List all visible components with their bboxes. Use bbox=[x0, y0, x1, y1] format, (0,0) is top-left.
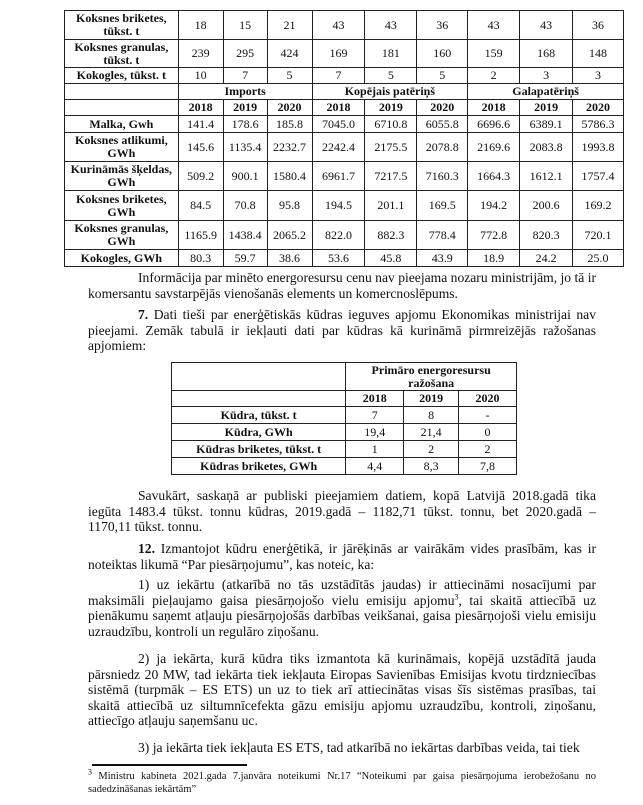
table-cell: 70.8 bbox=[223, 191, 267, 221]
table-cell: 148 bbox=[573, 40, 624, 68]
year-header: 2020 bbox=[459, 391, 517, 407]
paragraph-12 bbox=[88, 541, 596, 572]
year-header: 2020 bbox=[417, 100, 468, 116]
header-row bbox=[172, 363, 517, 391]
table-row bbox=[172, 424, 517, 441]
table-row bbox=[65, 68, 624, 84]
table-row bbox=[65, 116, 624, 133]
table-cell: 1757.4 bbox=[573, 162, 624, 191]
table-cell: 80.3 bbox=[178, 250, 223, 267]
table-cell: 1580.4 bbox=[267, 162, 312, 191]
table-cell: 4,4 bbox=[346, 458, 404, 475]
footnote-ref[interactable]: 3 bbox=[454, 592, 459, 602]
table-cell: 10 bbox=[178, 68, 223, 84]
table-cell: 6961.7 bbox=[312, 162, 365, 191]
row-label: Koksnes granulas, GWh bbox=[65, 221, 179, 250]
row-label: Kurināmās šķeldas, GWh bbox=[65, 162, 179, 191]
year-header: 2020 bbox=[267, 100, 312, 116]
table-cell: 6389.1 bbox=[520, 116, 573, 133]
footnote bbox=[88, 767, 596, 796]
paragraph-7 bbox=[88, 307, 596, 354]
table-cell: 772.8 bbox=[468, 221, 520, 250]
table-cell: 7 bbox=[346, 407, 404, 424]
table-cell: 21 bbox=[267, 11, 312, 40]
paragraph-text: 2) ja iekārta, kurā kūdra tiks izmantota kā kurināmais, kopējā uzstādītā jauda pārsniedz 20 MW, tad iekārta tiek iekļauta Eiropas Savienības Emisijas kvotu tirdzniecības sistēmā (turpmāk – ES ETS) un uz to tiek arī attiecinātas visas šīs sistēmas prasības, tai skaitā attiecībā uz siltumnīcefekta gāzu emisiju apjomu uzraudzību, kontroli, ziņošanu, attiecīgo atļauju saņemšanu uc. bbox=[88, 651, 596, 729]
paragraph-text: 3) ja iekārta tiek iekļauta ES ETS, tad atkarībā no iekārtas darbības veida, tai tiek bbox=[138, 740, 580, 755]
table-cell: 169.5 bbox=[417, 191, 468, 221]
footnote-text: Ministru kabineta 2021.gada 7.janvāra noteikumi Nr.17 “Noteikumi par gaisa piesārņojuma ierobežošanu no sadedzināšanas iekārtām” bbox=[88, 771, 596, 795]
row-label: Kokogles, tūkst. t bbox=[65, 68, 179, 84]
table-cell: 7 bbox=[312, 68, 365, 84]
year-header: 2018 bbox=[178, 100, 223, 116]
table-cell: 1993.8 bbox=[573, 133, 624, 162]
table-cell: 200.6 bbox=[520, 191, 573, 221]
table-cell: 720.1 bbox=[573, 221, 624, 250]
table-cell: 43 bbox=[468, 11, 520, 40]
table-cell: 239 bbox=[178, 40, 223, 68]
year-header: 2019 bbox=[404, 391, 459, 407]
table-cell: 2078.8 bbox=[417, 133, 468, 162]
empty-header-cell bbox=[65, 100, 179, 116]
paragraph-number: 12. bbox=[138, 541, 155, 556]
empty-header-cell bbox=[172, 391, 346, 407]
table-row bbox=[65, 40, 624, 68]
table-cell: 169.2 bbox=[573, 191, 624, 221]
table-cell: 84.5 bbox=[178, 191, 223, 221]
table-cell: 178.6 bbox=[223, 116, 267, 133]
table-cell: 5 bbox=[365, 68, 417, 84]
year-header: 2018 bbox=[468, 100, 520, 116]
table-cell: 18.9 bbox=[468, 250, 520, 267]
wood-energy-table bbox=[64, 10, 624, 267]
paragraph-text: Izmantojot kūdru enerģētikā, ir jārēķinās ar vairākām vides prasībām, kas ir noteiktas likumā “Par piesārņojumu”, kas noteic, ka: bbox=[88, 541, 596, 572]
table-cell: 7045.0 bbox=[312, 116, 365, 133]
table-cell: 1612.1 bbox=[520, 162, 573, 191]
table-cell: 7217.5 bbox=[365, 162, 417, 191]
paragraph-text: Dati tieši par enerģētiskās kūdras ieguves apjomu Ekonomikas ministrijai nav pieejami. Zemāk tabulā ir iekļauti dati par kūdras kā kurināmā pirmreizējās ražošanas apjomiem: bbox=[88, 307, 596, 354]
table-cell: 900.1 bbox=[223, 162, 267, 191]
table-cell: 36 bbox=[573, 11, 624, 40]
paragraph-price-info bbox=[88, 270, 596, 301]
table-cell: 201.1 bbox=[365, 191, 417, 221]
table-cell: 25.0 bbox=[573, 250, 624, 267]
table-cell: 59.7 bbox=[223, 250, 267, 267]
table-row bbox=[172, 441, 517, 458]
table-row bbox=[65, 250, 624, 267]
table-row bbox=[65, 133, 624, 162]
table-cell: 6710.8 bbox=[365, 116, 417, 133]
row-label: Kūdra, tūkst. t bbox=[172, 407, 346, 424]
table-cell: 185.8 bbox=[267, 116, 312, 133]
table-row bbox=[172, 458, 517, 475]
table-cell: 95.8 bbox=[267, 191, 312, 221]
table-cell: 295 bbox=[223, 40, 267, 68]
table-cell: 2242.4 bbox=[312, 133, 365, 162]
table-cell: 882.3 bbox=[365, 221, 417, 250]
table-cell: 7,8 bbox=[459, 458, 517, 475]
table-cell: 822.0 bbox=[312, 221, 365, 250]
table-cell: 43 bbox=[312, 11, 365, 40]
table-cell: 21,4 bbox=[404, 424, 459, 441]
empty-header-cell bbox=[65, 84, 179, 100]
year-header: 2019 bbox=[520, 100, 573, 116]
table-cell: 45.8 bbox=[365, 250, 417, 267]
empty-header-cell bbox=[172, 363, 346, 391]
row-label: Koksnes granulas, tūkst. t bbox=[65, 40, 179, 68]
row-label: Kokogles, GWh bbox=[65, 250, 179, 267]
list-item-1 bbox=[88, 577, 596, 639]
table-cell: 5 bbox=[267, 68, 312, 84]
row-label: Kūdras briketes, GWh bbox=[172, 458, 346, 475]
footnote-mark: 3 bbox=[88, 767, 92, 777]
paragraph-text: , tai skaitā attiecībā uz pienākumu saņemt atļauju piesārņojošās darbības veikšanai, gaisa piesārņojoši vielu emisiju uzraudzību, kontroli un regulāro ziņošanu. bbox=[88, 592, 597, 639]
table-cell: 160 bbox=[417, 40, 468, 68]
table-cell: 2169.6 bbox=[468, 133, 520, 162]
table-cell: 5786.3 bbox=[573, 116, 624, 133]
table-cell: 2175.5 bbox=[365, 133, 417, 162]
row-label: Koksnes briketes, tūkst. t bbox=[65, 11, 179, 40]
table-cell: 2065.2 bbox=[267, 221, 312, 250]
table-cell: 6696.6 bbox=[468, 116, 520, 133]
table-row bbox=[65, 11, 624, 40]
table-cell: 2 bbox=[404, 441, 459, 458]
paragraph-number: 7. bbox=[138, 307, 149, 322]
group-total-consumption: Kopējais patēriņš bbox=[312, 84, 468, 100]
table-cell: 43.9 bbox=[417, 250, 468, 267]
table-cell: - bbox=[459, 407, 517, 424]
table-cell: 509.2 bbox=[178, 162, 223, 191]
year-header: 2019 bbox=[365, 100, 417, 116]
table-cell: 36 bbox=[417, 11, 468, 40]
table-cell: 820.3 bbox=[520, 221, 573, 250]
peat-production-table bbox=[171, 362, 517, 475]
table-cell: 194.5 bbox=[312, 191, 365, 221]
table-cell: 15 bbox=[223, 11, 267, 40]
table-cell: 0 bbox=[459, 424, 517, 441]
row-label: Malka, Gwh bbox=[65, 116, 179, 133]
year-header-row bbox=[65, 100, 624, 116]
table-cell: 5 bbox=[417, 68, 468, 84]
year-header-row bbox=[172, 391, 517, 407]
paragraph-text: Informācija par minēto energoresursu cenu nav pieejama nozaru ministrijām, jo tā ir komersantu savstarpējās vienošanās elements un komercnoslēpums. bbox=[88, 270, 596, 301]
row-label: Koksnes atlikumi, GWh bbox=[65, 133, 179, 162]
table-cell: 1664.3 bbox=[468, 162, 520, 191]
table-cell: 7160.3 bbox=[417, 162, 468, 191]
table-cell: 19,4 bbox=[346, 424, 404, 441]
table-cell: 181 bbox=[365, 40, 417, 68]
paragraph-savukart bbox=[88, 488, 596, 535]
primary-production-header: Primāro energoresursu ražošana bbox=[346, 363, 517, 391]
table-cell: 24.2 bbox=[520, 250, 573, 267]
table-cell: 8 bbox=[404, 407, 459, 424]
paragraph-text: Savukārt, saskaņā ar publiski pieejamiem datiem, kopā Latvijā 2018.gadā tika iegūta 1483.4 tūkst. tonnu kūdras, 2019.gadā – 1182,71 tūkst. tonnu, bet 2020.gadā – 1170,11 tūkst. tonnu. bbox=[88, 488, 596, 535]
group-header-row bbox=[65, 84, 624, 100]
table-cell: 168 bbox=[520, 40, 573, 68]
table-row bbox=[65, 162, 624, 191]
year-header: 2019 bbox=[223, 100, 267, 116]
table-row bbox=[65, 191, 624, 221]
year-header: 2020 bbox=[573, 100, 624, 116]
year-header: 2018 bbox=[346, 391, 404, 407]
table-cell: 1 bbox=[346, 441, 404, 458]
table-cell: 3 bbox=[520, 68, 573, 84]
table-cell: 194.2 bbox=[468, 191, 520, 221]
footnote-divider bbox=[92, 764, 247, 766]
table-cell: 424 bbox=[267, 40, 312, 68]
table-cell: 43 bbox=[520, 11, 573, 40]
list-item-3 bbox=[88, 740, 596, 756]
table-cell: 2 bbox=[468, 68, 520, 84]
table-cell: 43 bbox=[365, 11, 417, 40]
table-cell: 53.6 bbox=[312, 250, 365, 267]
table-cell: 1135.4 bbox=[223, 133, 267, 162]
row-label: Koksnes briketes, GWh bbox=[65, 191, 179, 221]
table-cell: 1165.9 bbox=[178, 221, 223, 250]
list-item-2 bbox=[88, 651, 596, 729]
table-cell: 2 bbox=[459, 441, 517, 458]
year-header: 2018 bbox=[312, 100, 365, 116]
table-cell: 169 bbox=[312, 40, 365, 68]
table-cell: 141.4 bbox=[178, 116, 223, 133]
group-imports: Imports bbox=[178, 84, 312, 100]
table-row bbox=[172, 407, 517, 424]
table-cell: 3 bbox=[573, 68, 624, 84]
table-cell: 145.6 bbox=[178, 133, 223, 162]
table-cell: 38.6 bbox=[267, 250, 312, 267]
table-cell: 778.4 bbox=[417, 221, 468, 250]
table-cell: 2232.7 bbox=[267, 133, 312, 162]
table-cell: 2083.8 bbox=[520, 133, 573, 162]
row-label: Kūdra, GWh bbox=[172, 424, 346, 441]
table-cell: 1438.4 bbox=[223, 221, 267, 250]
group-final-consumption: Galapatēriņš bbox=[468, 84, 624, 100]
table-cell: 6055.8 bbox=[417, 116, 468, 133]
table-cell: 8,3 bbox=[404, 458, 459, 475]
table-cell: 159 bbox=[468, 40, 520, 68]
table-cell: 18 bbox=[178, 11, 223, 40]
table-cell: 7 bbox=[223, 68, 267, 84]
row-label: Kūdras briketes, tūkst. t bbox=[172, 441, 346, 458]
paragraph-text: 1) uz iekārtu (atkarībā no tās uzstādītās jaudas) ir attiecināmi nosacījumi par maksimāli pieļaujamo gaisa piesārņojošo vielu emisiju apjomu bbox=[88, 577, 596, 608]
table-row bbox=[65, 221, 624, 250]
